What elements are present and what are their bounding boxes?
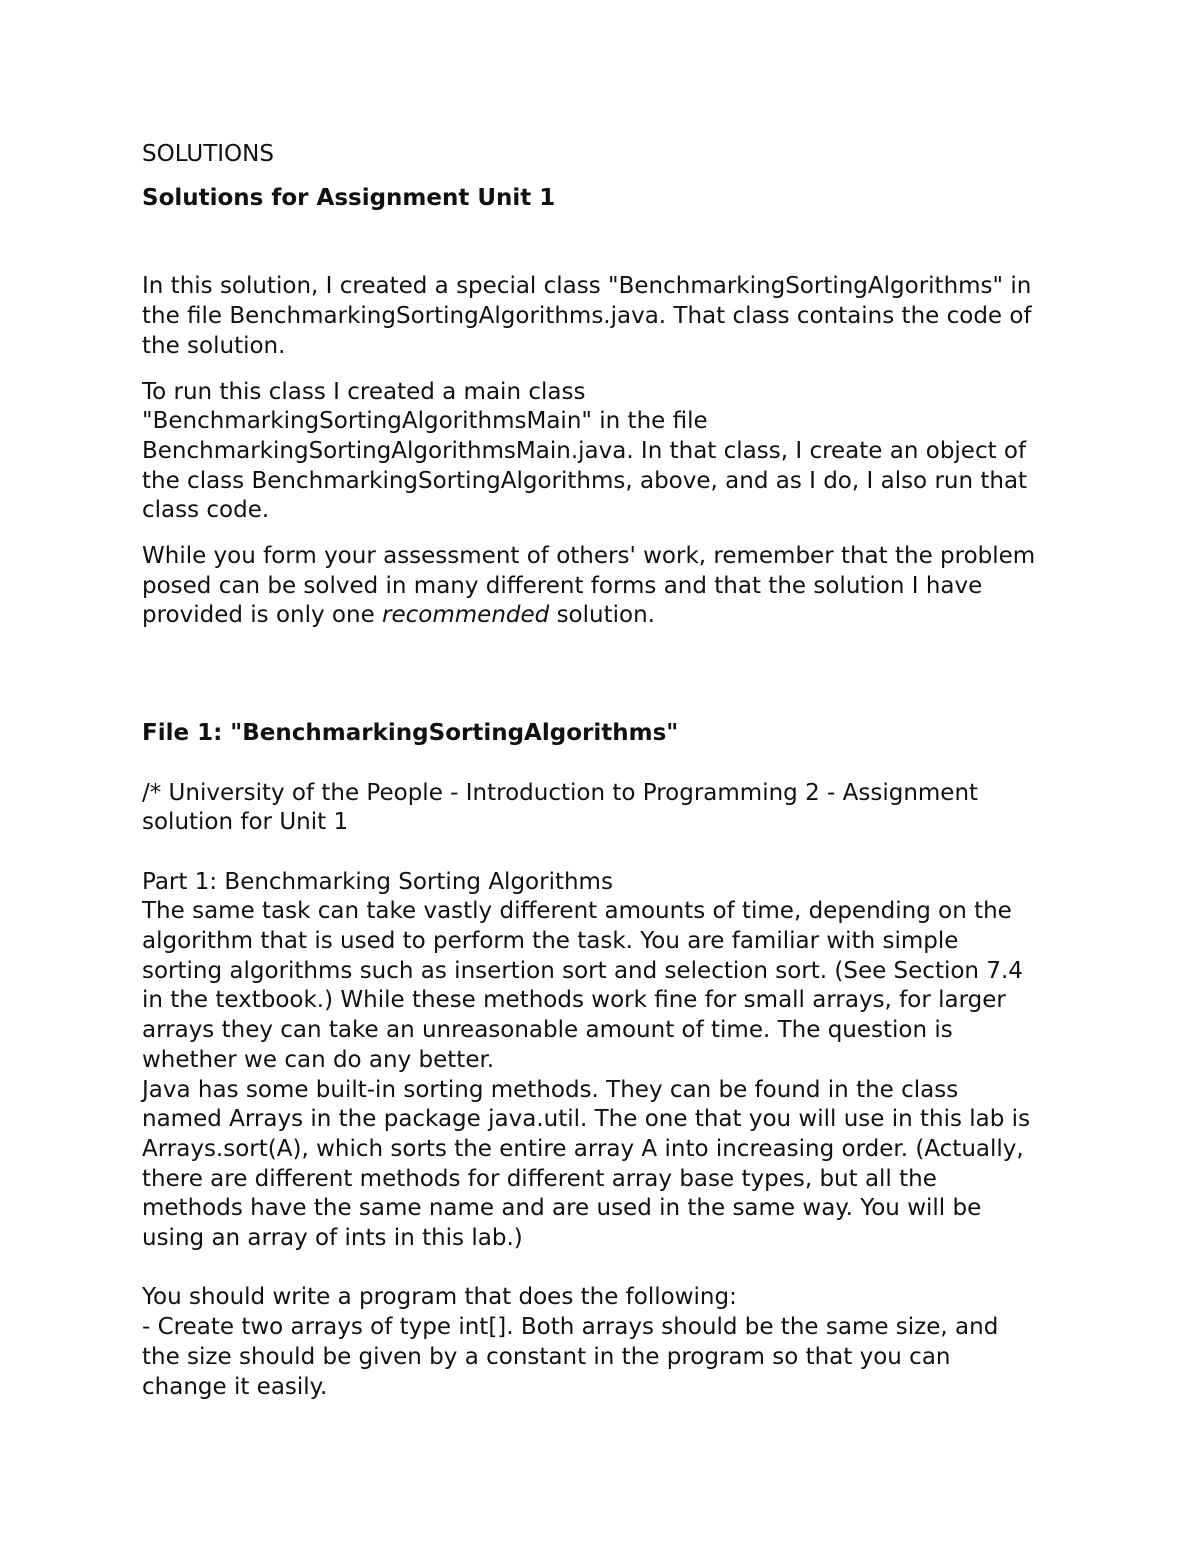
assessment-paragraph [142,542,1072,631]
part-line: algorithm that is used to perform the task. You are familiar with simple [142,928,959,955]
part-line: whether we can do any better. [142,1046,495,1073]
task-line: - Create two arrays of type int[]. Both arrays should be the same size, and [142,1314,999,1341]
task-block [142,1283,1072,1402]
assessment-line-last [142,601,1072,631]
part-line: The same task can take vastly different amounts of time, depending on the [142,898,1012,925]
part-line: Java has some built-in sorting methods. They can be found in the class [142,1076,959,1103]
run-paragraph [142,378,1072,527]
assessment-line: posed can be solved in many different forms and that the solution I have [142,572,983,599]
part-line: there are different methods for different array base types, but all the [142,1165,937,1192]
comment-line: /* University of the People - Introduction to Programming 2 - Assignment [142,779,979,806]
run-line: BenchmarkingSortingAlgorithmsMain.java. In that class, I create an object of [142,437,1027,464]
task-line: You should write a program that does the following: [142,1284,737,1311]
part-line: Part 1: Benchmarking Sorting Algorithms [142,868,613,895]
part-line: named Arrays in the package java.util. The one that you will use in this lab is [142,1106,1031,1133]
assessment-line: While you form your assessment of others' work, remember that the problem [142,543,1036,570]
file-heading: File 1: "BenchmarkingSortingAlgorithms" [142,720,679,747]
task-line: the size should be given by a constant in the program so that you can [142,1343,951,1370]
part-line: Arrays.sort(A), which sorts the entire array A into increasing order. (Actually, [142,1135,1024,1162]
comment-block [142,779,1072,838]
run-line: "BenchmarkingSortingAlgorithmsMain" in the file [142,408,708,435]
part-line: methods have the same name and are used in the same way. You will be [142,1195,982,1222]
part-line: in the textbook.) While these methods work fine for small arrays, for larger [142,987,1006,1014]
part-line: sorting algorithms such as insertion sort and selection sort. (See Section 7.4 [142,957,1023,984]
intro-line: the file BenchmarkingSortingAlgorithms.java. That class contains the code of [142,303,1032,330]
intro-line: In this solution, I created a special class "BenchmarkingSortingAlgorithms" in [142,273,1032,300]
top-label: SOLUTIONS [142,141,274,167]
part-line: using an array of ints in this lab.) [142,1225,523,1252]
task-line: change it easily. [142,1373,328,1400]
run-line: To run this class I created a main class [142,378,586,405]
run-line: the class BenchmarkingSortingAlgorithms, above, and as I do, I also run that [142,467,1028,494]
part-line: arrays they can take an unreasonable amount of time. The question is [142,1017,953,1044]
recommended-emphasis: recommended [382,602,550,629]
document-body [142,140,1072,1402]
assessment-text: solution. [549,602,655,629]
run-line: class code. [142,497,270,524]
assessment-text: provided is only one [142,602,383,629]
intro-paragraph [142,272,1072,361]
document-title: Solutions for Assignment Unit 1 [142,184,556,211]
intro-line: the solution. [142,332,286,359]
part-block [142,868,1072,1254]
comment-line: solution for Unit 1 [142,809,349,836]
